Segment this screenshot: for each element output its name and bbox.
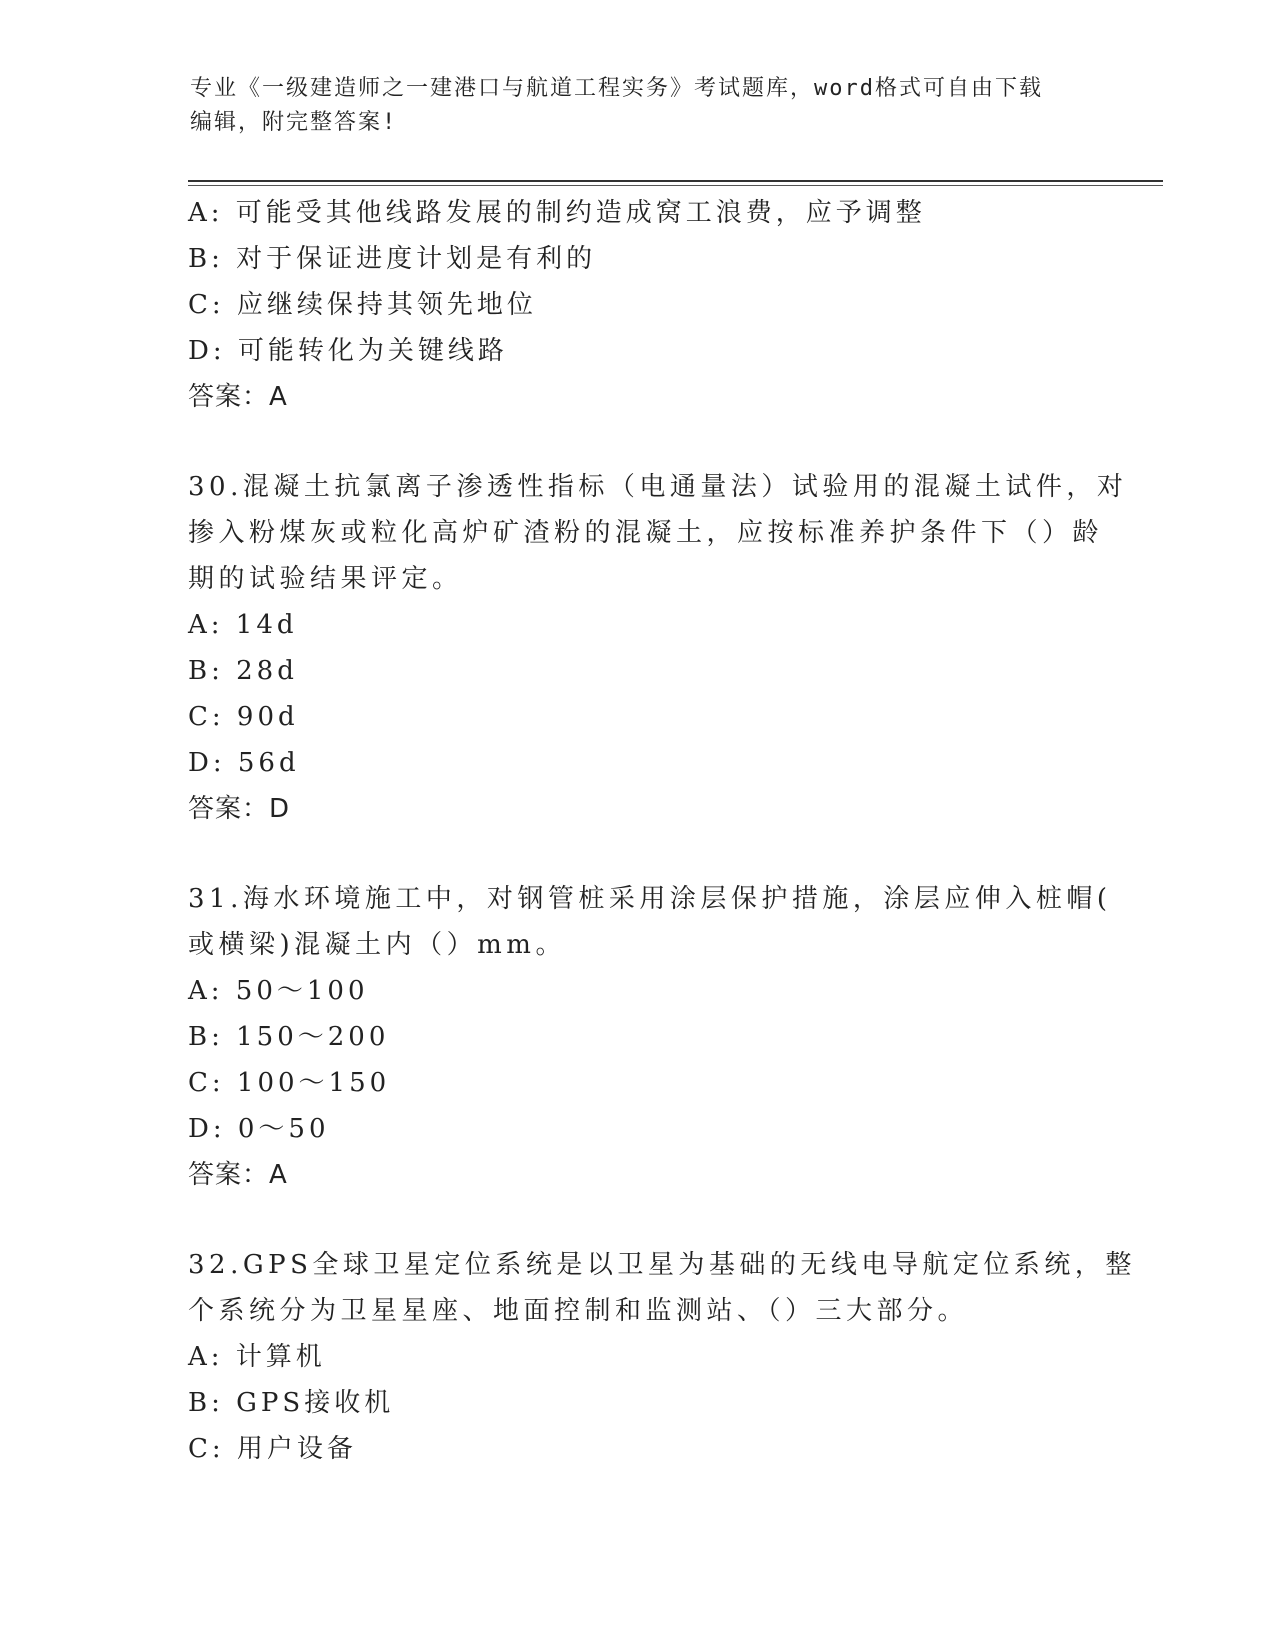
option-d: D: 56d [188,748,300,778]
question-text-line: 31.海水环境施工中，对钢管桩采用涂层保护措施，涂层应伸入桩帽( [188,884,1112,914]
question-list [188,190,1136,1472]
question-text-line: 32.GPS全球卫星定位系统是以卫星为基础的无线电导航定位系统，整 [188,1250,1136,1280]
answer-label: 答案：D [188,794,291,824]
header-rule-thin [188,185,1163,186]
option-d: D: 可能转化为关键线路 [188,336,508,366]
question-text-line: 期的试验结果评定。 [188,564,463,594]
header-line-2: 编辑，附完整答案! [190,110,398,135]
question-text-line: 掺入粉煤灰或粒化高炉矿渣粉的混凝土，应按标准养护条件下（）龄 [188,518,1104,548]
option-b: B: 28d [188,656,298,686]
question-text-line: 个系统分为卫星星座、地面控制和监测站、（）三大部分。 [188,1296,969,1326]
option-c: C: 应继续保持其领先地位 [188,290,537,320]
option-b: B: GPS接收机 [188,1388,395,1418]
question-block-30 [188,464,1128,832]
question-block-29 [188,190,1088,420]
option-a: A: 计算机 [188,1342,326,1372]
document-header [190,72,1090,140]
option-d: D: 0～50 [188,1114,330,1144]
option-c: C: 90d [188,702,299,732]
option-c: C: 用户设备 [188,1434,357,1464]
question-text-line: 或横梁)混凝土内（）mm。 [188,930,566,960]
option-c: C: 100～150 [188,1068,391,1098]
question-block-31 [188,876,1112,1198]
question-text-line: 30.混凝土抗氯离子渗透性指标（电通量法）试验用的混凝土试件，对 [188,472,1128,502]
option-b: B: 对于保证进度计划是有利的 [188,244,597,274]
answer-label: 答案：A [188,382,288,412]
option-a: A: 50～100 [188,976,369,1006]
header-rule-thick [188,180,1163,182]
header-line-1: 专业《一级建造师之一建港口与航道工程实务》考试题库，word格式可自由下载 [190,76,1043,101]
option-a: A: 可能受其他线路发展的制约造成窝工浪费，应予调整 [188,198,926,228]
option-a: A: 14d [188,610,298,640]
answer-label: 答案：A [188,1160,288,1190]
question-block-32 [188,1242,1136,1472]
option-b: B: 150～200 [188,1022,390,1052]
